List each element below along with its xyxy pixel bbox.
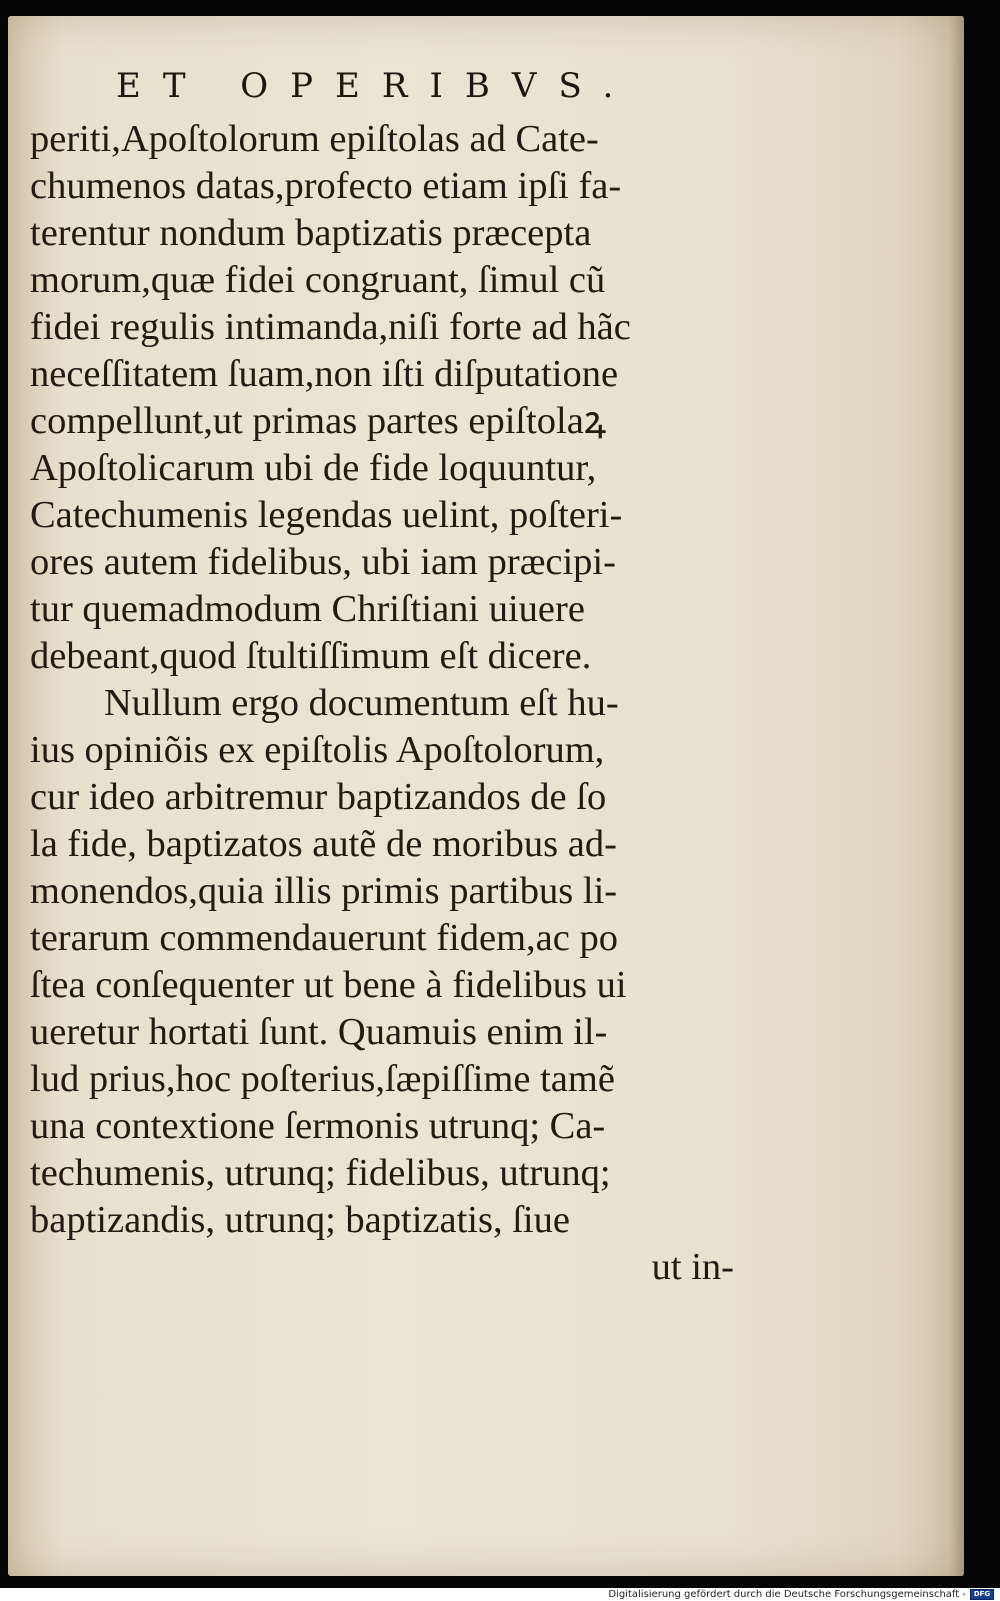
body-text [30,116,740,1291]
text-line: baptizandis, utrunq; baptizatis, ſiue [30,1199,570,1241]
text-line: terentur nondum baptizatis præcepta [30,212,592,254]
text-line: neceſſitatem ſuam,non iſti diſputatione [30,353,619,395]
text-line: morum,quæ fidei congruant, ſimul cũ [30,259,606,301]
text-line: Apoſtolicarum ubi de fide loquuntur, [30,447,597,489]
text-line: la fide, baptizatos autẽ de moribus ad‑ [30,823,617,865]
page-edge-shadow [950,16,964,1576]
text-line: cur ideo arbitremur baptizandos de ſo [30,776,607,818]
text-line: tur quemadmodum Chriſtiani uiuere [30,588,585,630]
text-line: compellunt,ut primas partes epiſtolaꝝ [30,400,607,442]
text-line: lud prius,hoc poſterius,ſæpiſſime tamẽ [30,1058,615,1100]
book-page [8,16,964,1576]
running-header: ET OPERIBVS. [116,66,636,106]
text-line: ſtea conſequenter ut bene à fidelibus ui [30,964,627,1006]
dfg-logo-badge: DFG [970,1589,994,1600]
text-line: periti,Apoſtolorum epiſtolas ad Cate‑ [30,118,599,160]
text-line: Nullum ergo documentum eſt hu‑ [104,682,619,724]
text-line: techumenis, utrunq; fidelibus, utrunq; [30,1152,611,1194]
digitization-credit: Digitalisierung gefördert durch die Deutsche Forschungsgemeinschaft - [608,1589,966,1600]
text-line: debeant,quod ſtultiſſimum eſt dicere. [30,635,592,677]
text-line: ut in‑ [651,1246,734,1288]
text-line: monendos,quia illis primis partibus li‑ [30,870,618,912]
text-line: ueretur hortati ſunt. Quamuis enim il‑ [30,1011,608,1053]
text-line: ores autem fidelibus, ubi iam præcipi‑ [30,541,616,583]
text-line: fidei regulis intimanda,niſi forte ad hãc [30,306,631,348]
text-line: chumenos datas,profecto etiam ipſi fa‑ [30,165,622,207]
text-line: terarum commendauerunt fidem,ac po [30,917,618,959]
text-line: ius opiniõis ex epiſtolis Apoſtolorum, [30,729,605,771]
text-line: una contextione ſermonis utrunq; Ca‑ [30,1105,606,1147]
text-line: Catechumenis legendas uelint, poſteri‑ [30,494,623,536]
footer-bar [0,1588,1000,1601]
